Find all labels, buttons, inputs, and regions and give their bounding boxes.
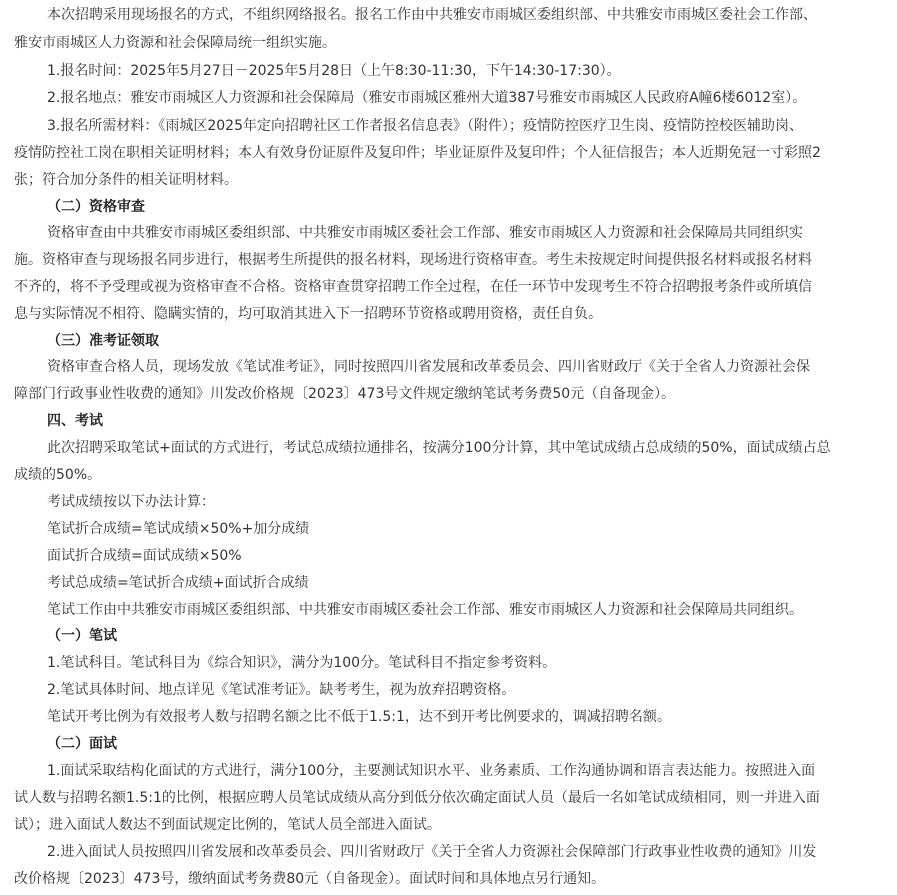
paragraph-line: 此次招聘采取笔试+面试的方式进行，考试总成绩拉通排名，按满分100分计算，其中笔试成绩占总成绩的50%，面试成绩占总 [47,440,831,456]
paragraph-line: 试人数与招聘名额1.5:1的比例，根据应聘人员笔试成绩从高分到低分依次确定面试人员（最后一名如笔试成绩相同，则一并进入面 [14,790,820,806]
paragraph-line: 考试成绩按以下办法计算： [47,494,215,510]
paragraph-line: 2.进入面试人员按照四川省发展和改革委员会、四川省财政厅《关于全省人力资源社会保障部门行政事业性收费的通知》川发 [47,844,817,860]
paragraph-line: 不齐的，将不予受理或视为资格审查不合格。资格审查贯穿招聘工作全过程，在任一环节中发现考生不符合招聘报考条件或所填信 [14,279,812,295]
paragraph-line: 雅安市雨城区人力资源和社会保障局统一组织实施。 [14,35,336,51]
paragraph-line: 1.笔试科目。笔试科目为《综合知识》，满分为100分。笔试科目不指定参考资料。 [47,655,557,671]
section-heading: （二）面试 [47,736,117,752]
paragraph-line: 2.笔试具体时间、地点详见《笔试准考证》。缺考考生，视为放弃招聘资格。 [47,682,516,698]
paragraph-line: 疫情防控社工岗在职相关证明材料；本人有效身份证原件及复印件；毕业证原件及复印件；个人征信报告；本人近期免冠一寸彩照2 [14,145,821,161]
paragraph-line: 施。资格审查与现场报名同步进行，根据考生所提供的报名材料，现场进行资格审查。考生未按规定时间提供报名材料或报名材料 [14,252,812,268]
paragraph-line: 障部门行政事业性收费的通知》川发改价格规〔2023〕473号文件规定缴纳笔试考务费50元（自备现金）。 [14,386,676,402]
paragraph-line: 资格审查合格人员，现场发放《笔试准考证》，同时按照四川省发展和改革委员会、四川省财政厅《关于全省人力资源社会保 [47,359,810,375]
paragraph-line: 2.报名地点：雅安市雨城区人力资源和社会保障局（雅安市雨城区雅州大道387号雅安市雨城区人民政府A幢6楼6012室）。 [47,90,807,106]
paragraph-line: 笔试工作由中共雅安市雨城区委组织部、中共雅安市雨城区委社会工作部、雅安市雨城区人力资源和社会保障局共同组织。 [47,602,803,618]
section-heading: （一）笔试 [47,628,117,644]
paragraph-line: 试）；进入面试人数达不到面试规定比例的，笔试人员全部进入面试。 [14,817,441,833]
paragraph-line: 笔试开考比例为有效报考人数与招聘名额之比不低于1.5:1，达不到开考比例要求的，调减招聘名额。 [47,709,671,725]
formula-line: 考试总成绩=笔试折合成绩+面试折合成绩 [47,575,309,591]
section-heading: （二）资格审查 [47,199,145,215]
paragraph-line: 资格审查由中共雅安市雨城区委组织部、中共雅安市雨城区委社会工作部、雅安市雨城区人力资源和社会保障局共同组织实 [47,225,803,241]
formula-line: 面试折合成绩=面试成绩×50% [47,548,242,564]
paragraph-line: 成绩的50%。 [14,467,102,483]
paragraph-line: 1.报名时间：2025年5月27日－2025年5月28日（上午8:30-11:30，下午14:30-17:30）。 [47,63,621,79]
paragraph-line: 息与实际情况不相符、隐瞒实情的，均可取消其进入下一招聘环节资格或聘用资格，责任自负。 [14,306,602,322]
paragraph-line: 改价格规〔2023〕473号，缴纳面试考务费80元（自备现金）。面试时间和具体地点另行通知。 [14,871,606,887]
formula-line: 笔试折合成绩=笔试成绩×50%+加分成绩 [47,521,310,537]
paragraph-line: 本次招聘采用现场报名的方式，不组织网络报名。报名工作由中共雅安市雨城区委组织部、中共雅安市雨城区委社会工作部、 [47,7,817,23]
paragraph-line: 1.面试采取结构化面试的方式进行，满分100分，主要测试知识水平、业务素质、工作沟通协调和语言表达能力。按照进入面 [47,763,816,779]
paragraph-line: 3.报名所需材料：《雨城区2025年定向招聘社区工作者报名信息表》（附件）；疫情防控医疗卫生岗、疫情防控校医辅助岗、 [47,118,803,134]
paragraph-line: 张；符合加分条件的相关证明材料。 [14,172,238,188]
section-heading: 四、考试 [47,413,103,429]
section-heading: （三）准考证领取 [47,333,159,349]
